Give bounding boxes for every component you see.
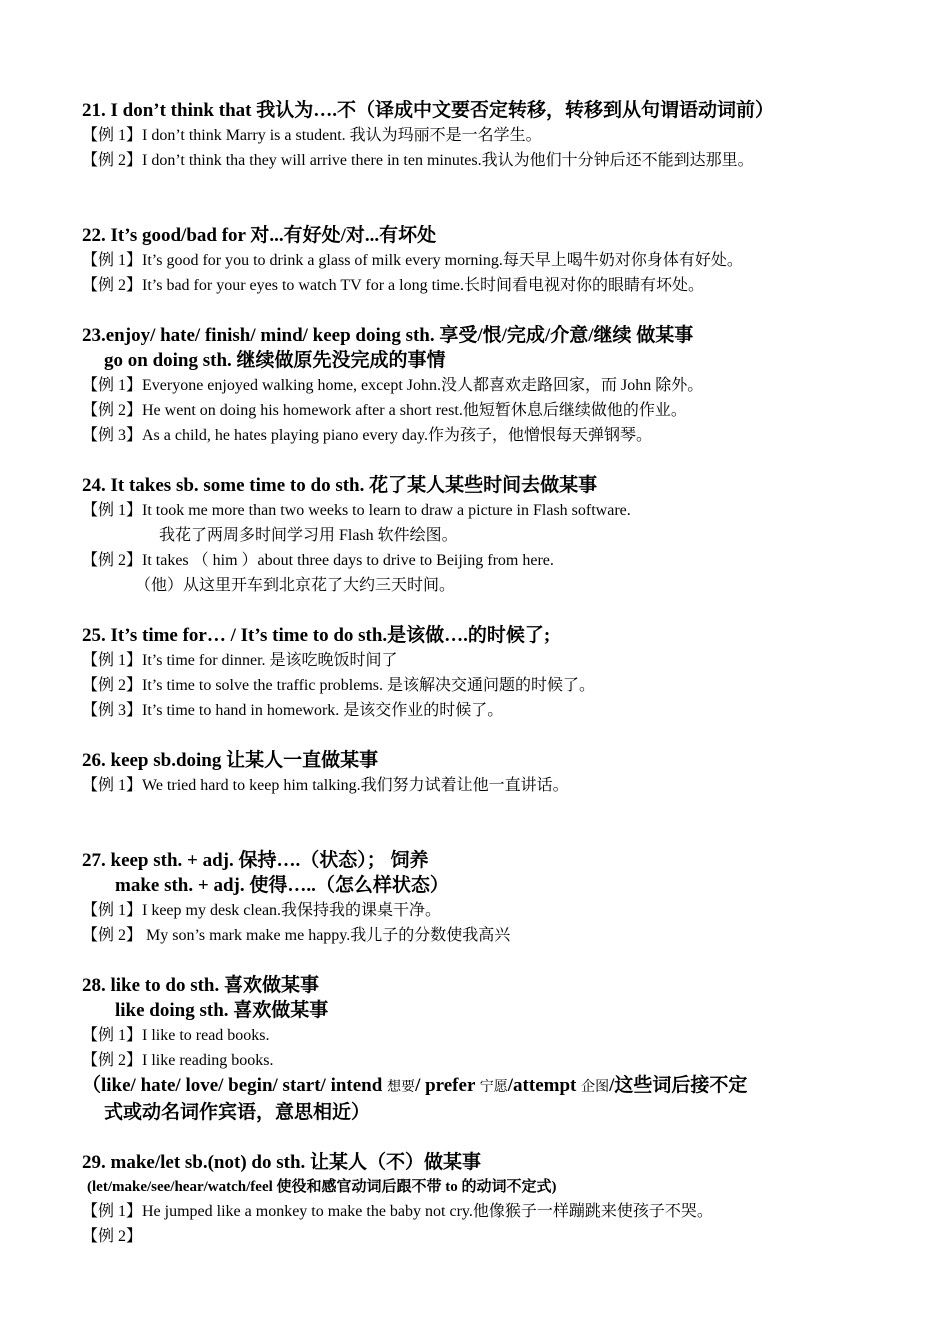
section-23-heading-2: go on doing sth. 继续做原先没完成的事情 [104, 350, 446, 371]
section-22-example-2: 【例 2】It’s bad for your eyes to watch TV for a long time.长时间看电视对你的眼睛有坏处。 [82, 277, 705, 294]
section-28-note-part: （like/ hate/ love/ begin/ start/ intend [82, 1075, 388, 1096]
section-22-example-1: 【例 1】It’s good for you to drink a glass of milk every morning.每天早上喝牛奶对你身体有好处。 [82, 252, 743, 269]
section-29-example-1: 【例 1】He jumped like a monkey to make the baby not cry.他像猴子一样蹦跳来使孩子不哭。 [82, 1203, 713, 1220]
section-28-example-2: 【例 2】I like reading books. [82, 1052, 274, 1069]
spacer [82, 798, 882, 848]
section-27-example-2: 【例 2】 My son’s mark make me happy.我儿子的分数使我高兴 [82, 927, 511, 944]
section-27 [82, 848, 882, 948]
section-25-heading: 25. It’s time for… / It’s time to do sth.是该做….的时候了; [82, 625, 551, 646]
section-24-example-2-translation: （他）从这里开车到北京花了大约三天时间。 [135, 577, 456, 594]
section-23-heading: 23.enjoy/ hate/ finish/ mind/ keep doing sth. 享受/恨/完成/介意/继续 做某事 [82, 325, 694, 346]
section-28-note-gloss: 企图 [581, 1080, 610, 1095]
section-28-note-part: /这些词后接不定 [609, 1075, 748, 1096]
section-23-example-2: 【例 2】He went on doing his homework after a short rest.他短暂休息后继续做他的作业。 [82, 402, 687, 419]
section-21-heading: 21. I don’t think that 我认为….不（译成中文要否定转移，转移到从句谓语动词前） [82, 100, 774, 121]
section-25-example-3: 【例 3】It’s time to hand in homework. 是该交作业的时候了。 [82, 702, 504, 719]
spacer [82, 173, 882, 223]
section-28-note-continued: 式或动名词作宾语，意思相近） [104, 1102, 371, 1123]
section-28-note-gloss: 想要 [387, 1080, 416, 1095]
spacer [82, 723, 882, 748]
section-26-example-1: 【例 1】We tried hard to keep him talking.我们努力试着让他一直讲话。 [82, 777, 569, 794]
section-26 [82, 748, 882, 798]
section-24-example-1: 【例 1】It took me more than two weeks to learn to draw a picture in Flash software. [82, 502, 631, 519]
section-22 [82, 223, 882, 298]
section-23-example-1: 【例 1】Everyone enjoyed walking home, except John.没人都喜欢走路回家，而 John 除外。 [82, 377, 704, 394]
section-21-example-1: 【例 1】I don’t think Marry is a student. 我认为玛丽不是一名学生。 [82, 127, 542, 144]
section-25-example-2: 【例 2】It’s time to solve the traffic problems. 是该解决交通问题的时候了。 [82, 677, 595, 694]
section-24-heading: 24. It takes sb. some time to do sth. 花了某人某些时间去做某事 [82, 475, 598, 496]
section-28-note-part: /attempt [507, 1075, 582, 1096]
spacer [82, 598, 882, 623]
section-28-example-1: 【例 1】I like to read books. [82, 1027, 270, 1044]
section-24 [82, 473, 882, 598]
spacer [82, 448, 882, 473]
section-21 [82, 98, 882, 173]
section-28-heading: 28. like to do sth. 喜欢做某事 [82, 975, 319, 996]
section-23 [82, 323, 882, 448]
section-29-subnote: (let/make/see/hear/watch/feel 使役和感官动词后跟不带 to 的动词不定式) [87, 1179, 557, 1195]
section-24-example-2: 【例 2】It takes （ him ）about three days to drive to Beijing from here. [82, 552, 554, 569]
section-27-heading: 27. keep sth. + adj. 保持….（状态）； 饲养 [82, 850, 429, 871]
section-29-example-2: 【例 2】 [82, 1228, 143, 1245]
section-27-example-1: 【例 1】I keep my desk clean.我保持我的课桌干净。 [82, 902, 442, 919]
section-23-example-3: 【例 3】As a child, he hates playing piano every day.作为孩子，他憎恨每天弹钢琴。 [82, 427, 652, 444]
section-27-heading-2: make sth. + adj. 使得…..（怎么样状态） [115, 875, 449, 896]
document-page [82, 98, 882, 1249]
section-28-heading-2: like doing sth. 喜欢做某事 [115, 1000, 329, 1021]
section-26-heading: 26. keep sb.doing 让某人一直做某事 [82, 750, 379, 771]
section-29 [82, 1150, 882, 1249]
section-21-example-2: 【例 2】I don’t think tha they will arrive there in ten minutes.我认为他们十分钟后还不能到达那里。 [82, 152, 754, 169]
section-25-example-1: 【例 1】It’s time for dinner. 是该吃晚饭时间了 [82, 652, 398, 669]
section-28-note-part: / prefer [415, 1075, 480, 1096]
section-28-note-gloss: 宁愿 [479, 1080, 508, 1095]
section-24-example-1-translation: 我花了两周多时间学习用 Flash 软件绘图。 [159, 527, 458, 544]
section-22-heading: 22. It’s good/bad for 对...有好处/对...有坏处 [82, 225, 437, 246]
section-29-heading: 29. make/let sb.(not) do sth. 让某人（不）做某事 [82, 1152, 482, 1173]
spacer [82, 1125, 882, 1150]
section-28 [82, 973, 882, 1125]
section-28-note [82, 1073, 882, 1100]
spacer [82, 948, 882, 973]
section-25 [82, 623, 882, 723]
spacer [82, 298, 882, 323]
